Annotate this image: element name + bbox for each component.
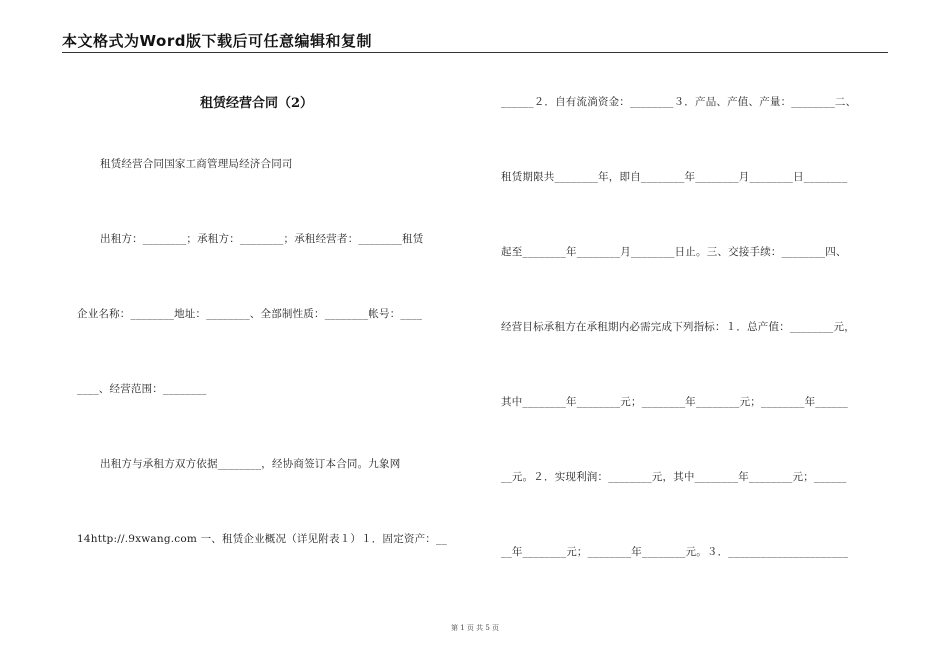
download-banner: 本文格式为Word版下载后可任意编辑和复制 (62, 32, 372, 50)
left-line-2: 出租方：________；承租方：________；承租经营者：________租赁 (100, 233, 424, 245)
right-line-5: 其中________年________元；________年________元；________年______ (501, 396, 848, 408)
banner-divider (62, 52, 888, 53)
left-line-1: 租赁经营合同国家工商管理局经济合同司 (100, 158, 293, 170)
right-line-3: 起至________年________月________日止。三、交接手续：________四、 (501, 246, 847, 258)
left-line-4: ____、经营范围：________ (77, 383, 207, 395)
right-line-6: __元。２．实现利润：________元，其中________年________元；______ (501, 471, 847, 483)
page-number: 第 1 页 共 5 页 (450, 624, 500, 632)
left-line-5: 出租方与承租方双方依据________，经协商签订本合同。九象网 (100, 458, 401, 470)
right-line-7: __年________元；________年________元。３．______________________ (501, 546, 849, 558)
right-line-2: 租赁期限共________年，即自________年________月________日________ (501, 171, 848, 183)
left-line-3: 企业名称：________地址：________、全部制性质：________帐号：____ (77, 308, 423, 320)
right-line-4: 经营目标承租方在承租期内必需完成下列指标：１．总产值：________元， (501, 321, 855, 333)
right-line-1: ______２．自有流淌资金：________３．产品、产值、产量：________二、 (501, 96, 857, 108)
document-title: 租赁经营合同（2） (200, 96, 314, 111)
left-line-6: 14http://.9xwang.com 一、租赁企业概况（详见附表１）１．固定资产：__ (77, 533, 447, 545)
